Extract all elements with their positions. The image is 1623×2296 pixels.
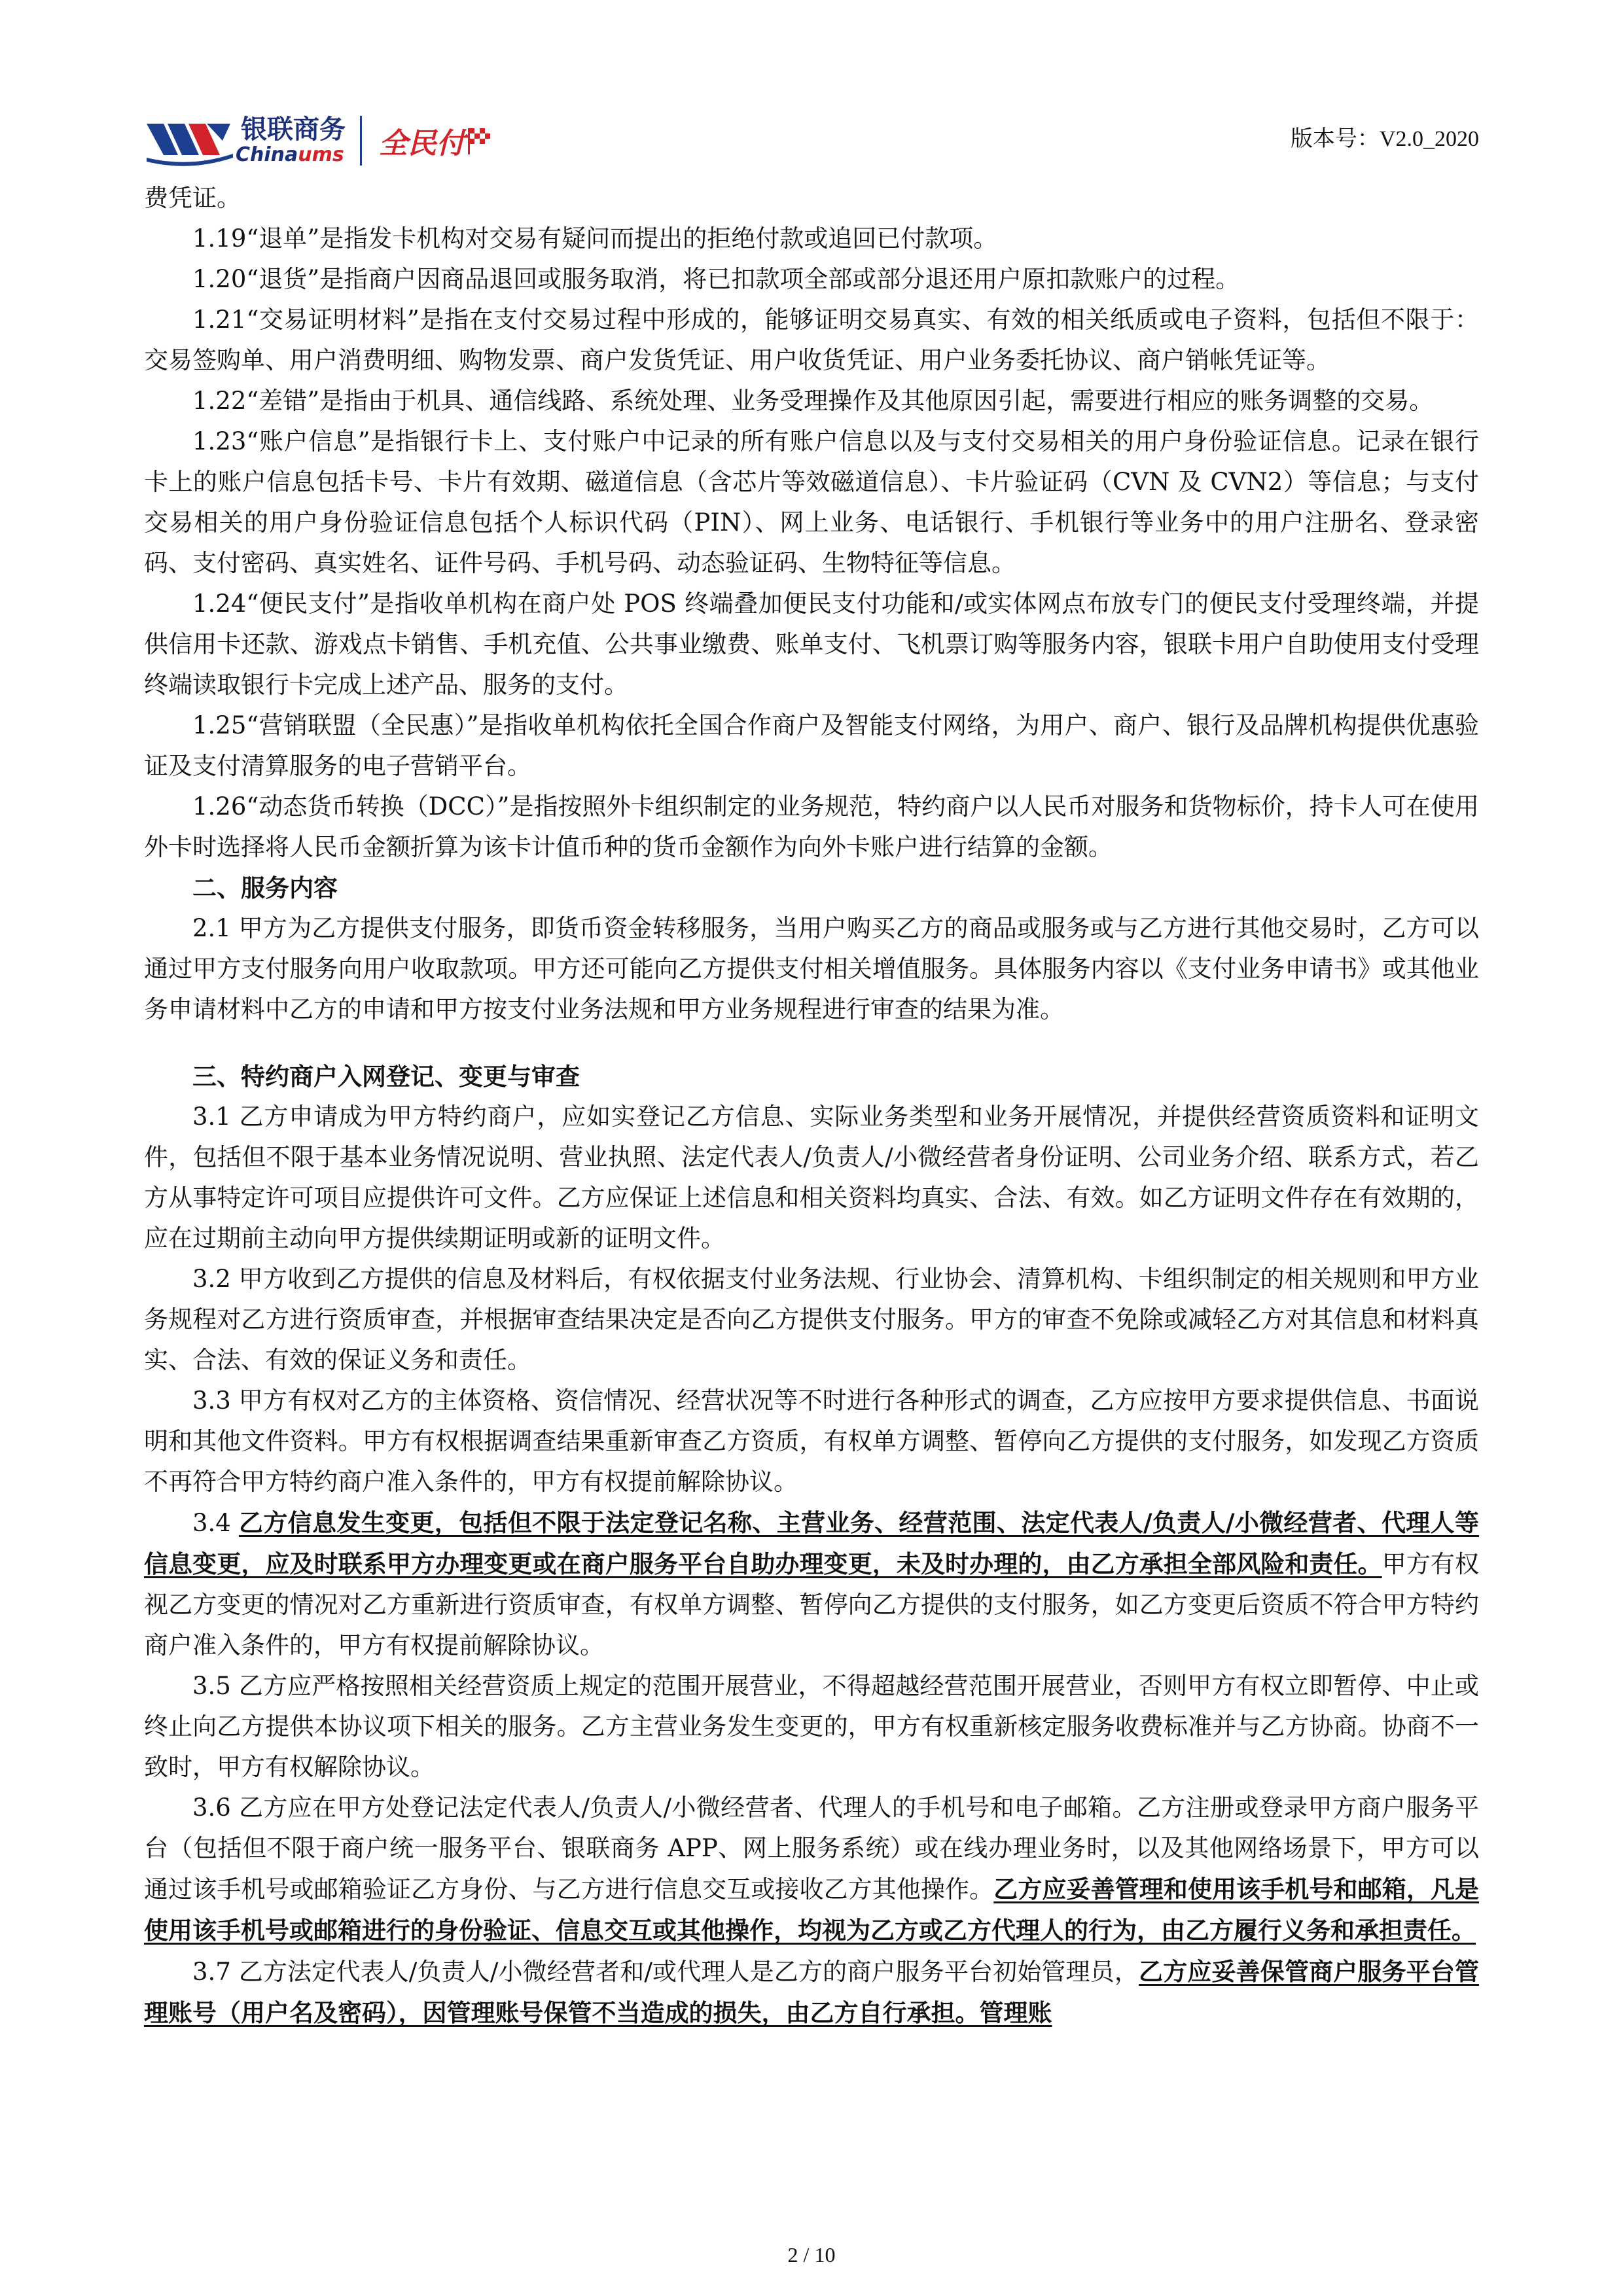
logo-text bbox=[236, 116, 346, 166]
clause-3-4-emphasis: 乙方信息发生变更，包括但不限于法定登记名称、主营业务、经营范围、法定代表人/负责人/小微经营者、代理人等信息变更，应及时联系甲方办理变更或在商户服务平台自助办理变更，未及时办理的，由乙方承担全部风险和责任。 bbox=[144, 1508, 1479, 1578]
section-heading-2: 二、服务内容 bbox=[192, 874, 338, 902]
checkered-flag-icon bbox=[465, 126, 491, 156]
logo-english-prefix: China bbox=[236, 143, 298, 166]
version-number: 版本号：V2.0_2020 bbox=[1290, 127, 1479, 151]
company-logo bbox=[144, 105, 491, 177]
logo-english-suffix: ums bbox=[298, 143, 344, 166]
clause-1-21: 1.21“交易证明材料”是指在支付交易过程中形成的，能够证明交易真实、有效的相关纸质或电子资料，包括但不限于：交易签购单、用户消费明细、购物发票、商户发货凭证、用户收货凭证、用户业务委托协议、商户销帐凭证等。 bbox=[144, 306, 1479, 374]
clause-1-19: 1.19“退单”是指发卡机构对交易有疑问而提出的拒绝付款或追回已付款项。 bbox=[192, 224, 998, 253]
clause-1-26: 1.26“动态货币转换（DCC）”是指按照外卡组织制定的业务规范，特约商户以人民币对服务和货物标价，持卡人可在使用外卡时选择将人民币金额折算为该卡计值币种的货币金额作为向外卡账户进行结算的金额。 bbox=[144, 792, 1479, 861]
clause-3-6-text: 3.6 乙方应在甲方处登记法定代表人/负责人/小微经营者、代理人的手机号和电子邮箱。乙方注册或登录甲方商户服务平台（包括但不限于商户统一服务平台、银联商务 APP、网上服务系统）或在线办理业务时，以及其他网络场景下，甲方可以通过该手机号或邮箱验证乙方身份、与乙方进行信息交互或接收乙方其他操作。 bbox=[144, 1793, 1479, 1903]
unionpay-ums-logo-icon bbox=[144, 115, 236, 167]
clause-1-24: 1.24“便民支付”是指收单机构在商户处 POS 终端叠加便民支付功能和/或实体网点布放专门的便民支付受理终端，并提供信用卡还款、游戏点卡销售、手机充值、公共事业缴费、账单支付、飞机票订购等服务内容，银联卡用户自助使用支付受理终端读取银行卡完成上述产品、服务的支付。 bbox=[144, 590, 1479, 699]
clause-3-6-emphasis: 乙方应妥善管理和使用该手机号和邮箱，凡是使用该手机号或邮箱进行的身份验证、信息交互或其他操作，均视为乙方或乙方代理人的行为，由乙方履行义务和承担责任。 bbox=[144, 1875, 1480, 1945]
clause-1-25: 1.25“营销联盟（全民惠）”是指收单机构依托全国合作商户及智能支付网络，为用户、商户、银行及品牌机构提供优惠验证及支付清算服务的电子营销平台。 bbox=[144, 711, 1479, 780]
logo-english-name bbox=[236, 143, 346, 166]
clause-3-7 bbox=[144, 1951, 1479, 2034]
clause-3-2: 3.2 甲方收到乙方提供的信息及材料后，有权依据支付业务法规、行业协会、清算机构、卡组织制定的相关规则和甲方业务规程对乙方进行资质审查，并根据审查结果决定是否向乙方提供支付服务。甲方的审查不免除或减轻乙方对其信息和材料真实、合法、有效的保证义务和责任。 bbox=[144, 1265, 1479, 1374]
clause-3-3: 3.3 甲方有权对乙方的主体资格、资信情况、经营状况等不时进行各种形式的调查，乙方应按甲方要求提供信息、书面说明和其他文件资料。甲方有权根据调查结果重新审查乙方资质，有权单方调整、暂停向乙方提供的支付服务，如发现乙方资质不再符合甲方特约商户准入条件的，甲方有权提前解除协议。 bbox=[144, 1386, 1479, 1496]
clause-1-22: 1.22“差错”是指由于机具、通信线路、系统处理、业务受理操作及其他原因引起，需要进行相应的账务调整的交易。 bbox=[192, 387, 1434, 415]
brand-logo-text: 全民付 bbox=[379, 127, 465, 160]
clause-2-1: 2.1 甲方为乙方提供支付服务，即货币资金转移服务，当用户购买乙方的商品或服务或与乙方进行其他交易时，乙方可以通过甲方支付服务向用户收取款项。甲方还可能向乙方提供支付相关增值服务。具体服务内容以《支付业务申请书》或其他业务申请材料中乙方的申请和甲方按支付业务法规和甲方业务规程进行审查的结果为准。 bbox=[144, 914, 1479, 1023]
clause-3-4-rest: 甲方有权视乙方变更的情况对乙方重新进行资质审查，有权单方调整、暂停向乙方提供的支付服务，如乙方变更后资质不符合甲方特约商户准入条件的，甲方有权提前解除协议。 bbox=[144, 1550, 1480, 1659]
logo-divider bbox=[360, 116, 362, 166]
logo-chinese-name: 银联商务 bbox=[241, 114, 346, 145]
page-number: 2 / 10 bbox=[787, 2243, 836, 2267]
clause-3-6 bbox=[144, 1788, 1479, 1951]
clause-3-4-number: 3.4 bbox=[192, 1509, 239, 1537]
clause-3-1: 3.1 乙方申请成为甲方特约商户，应如实登记乙方信息、实际业务类型和业务开展情况，并提供经营资质资料和证明文件，包括但不限于基本业务情况说明、营业执照、法定代表人/负责人/小微经营者身份证明、公司业务介绍、联系方式，若乙方从事特定许可项目应提供许可文件。乙方应保证上述信息和相关资料均真实、合法、有效。如乙方证明文件存在有效期的，应在过期前主动向甲方提供续期证明或新的证明文件。 bbox=[144, 1103, 1479, 1252]
section-heading-3: 三、特约商户入网登记、变更与审查 bbox=[192, 1062, 580, 1091]
clause-3-7-text: 3.7 乙方法定代表人/负责人/小微经营者和/或代理人是乙方的商户服务平台初始管理员， bbox=[192, 1958, 1139, 1986]
paragraph-continuation: 费凭证。 bbox=[144, 184, 241, 212]
clause-3-7-emphasis: 乙方应妥善保管商户服务平台管理账号（用户名及密码），因管理账号保管不当造成的损失，由乙方自行承担。管理账 bbox=[144, 1957, 1480, 2027]
page-header bbox=[144, 105, 1479, 183]
clause-3-4 bbox=[144, 1502, 1479, 1666]
clause-1-23: 1.23“账户信息”是指银行卡上、支付账户中记录的所有账户信息以及与支付交易相关的用户身份验证信息。记录在银行卡上的账户信息包括卡号、卡片有效期、磁道信息（含芯片等效磁道信息）、卡片验证码（CVN 及 CVN2）等信息；与支付交易相关的用户身份验证信息包括个人标识代码（PIN）、网上业务、电话银行、手机银行等业务中的用户注册名、登录密码、支付密码、真实姓名、证件号码、手机号码、动态验证码、生物特征等信息。 bbox=[144, 427, 1479, 577]
clause-3-5: 3.5 乙方应严格按照相关经营资质上规定的范围开展营业，不得超越经营范围开展营业，否则甲方有权立即暂停、中止或终止向乙方提供本协议项下相关的服务。乙方主营业务发生变更的，甲方有权重新核定服务收费标准并与乙方协商。协商不一致时，甲方有权解除协议。 bbox=[144, 1672, 1479, 1781]
document-body bbox=[144, 178, 1479, 2034]
clause-1-20: 1.20“退货”是指商户因商品退回或服务取消，将已扣款项全部或部分退还用户原扣款账户的过程。 bbox=[192, 265, 1240, 293]
brand-logo bbox=[379, 120, 491, 162]
